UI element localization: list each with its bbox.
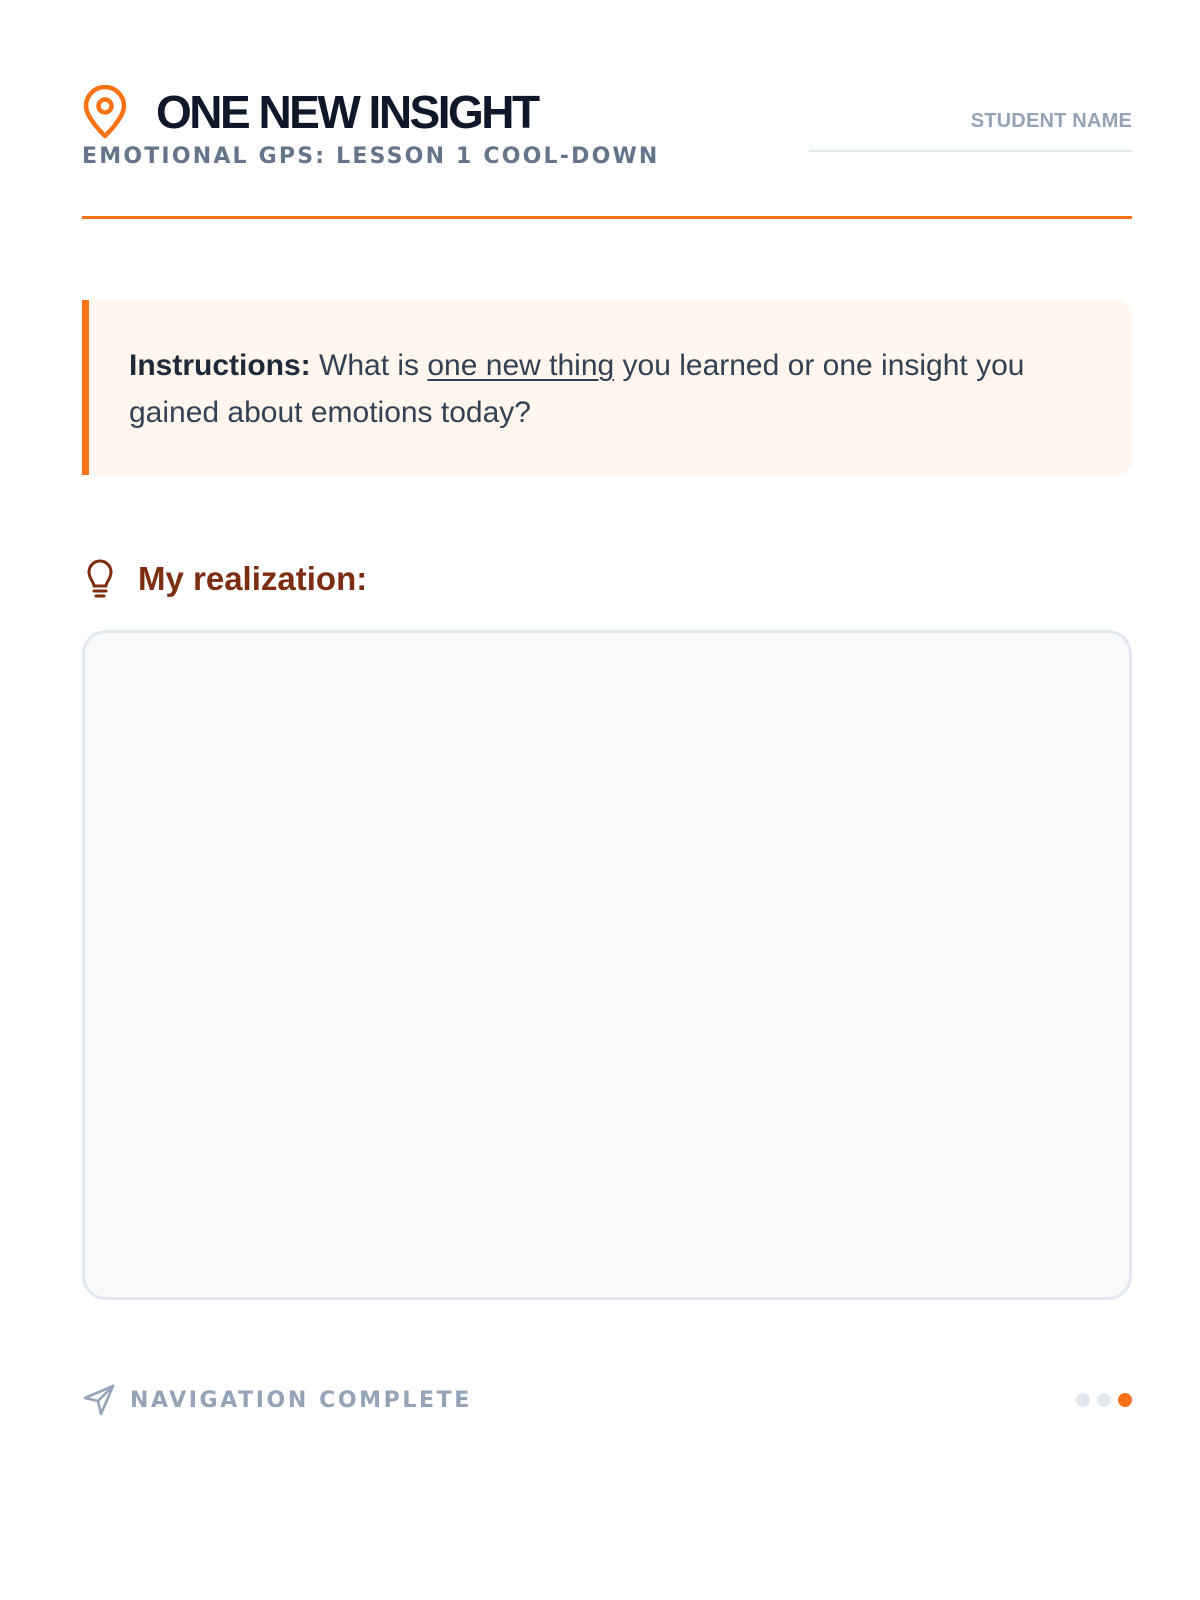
instructions-text: [129, 342, 1072, 436]
instructions-label: Instructions:: [129, 349, 311, 382]
instructions-emphasis: one new thing: [427, 349, 615, 382]
header-divider: [82, 216, 1132, 219]
progress-dots: [1076, 1393, 1132, 1407]
realization-heading: [82, 556, 367, 602]
progress-dot-active: [1118, 1393, 1132, 1407]
navigation-status: [82, 1380, 472, 1420]
navigation-status-text: NAVIGATION COMPLETE: [130, 1387, 472, 1413]
progress-dot: [1076, 1393, 1090, 1407]
footer: [82, 1380, 1132, 1420]
worksheet-page: [82, 0, 1132, 1600]
title-row: [82, 82, 538, 142]
page-title: ONE NEW INSIGHT: [156, 86, 538, 138]
instructions-panel: [82, 300, 1132, 475]
send-icon: [82, 1383, 116, 1417]
map-pin-icon: [82, 85, 128, 139]
instructions-text-before: What is: [310, 349, 428, 382]
student-name-field[interactable]: [809, 108, 1132, 152]
realization-label: My realization:: [138, 560, 368, 597]
student-name-label: STUDENT NAME: [970, 110, 1132, 132]
realization-answer-input[interactable]: [82, 630, 1132, 1300]
page-subtitle: EMOTIONAL GPS: LESSON 1 COOL-DOWN: [82, 144, 660, 169]
lightbulb-icon: [82, 559, 118, 599]
progress-dot: [1097, 1393, 1111, 1407]
instructions-text-after: you learned or one insight you gained about emotions today?: [129, 349, 1025, 429]
header: [82, 82, 1132, 218]
